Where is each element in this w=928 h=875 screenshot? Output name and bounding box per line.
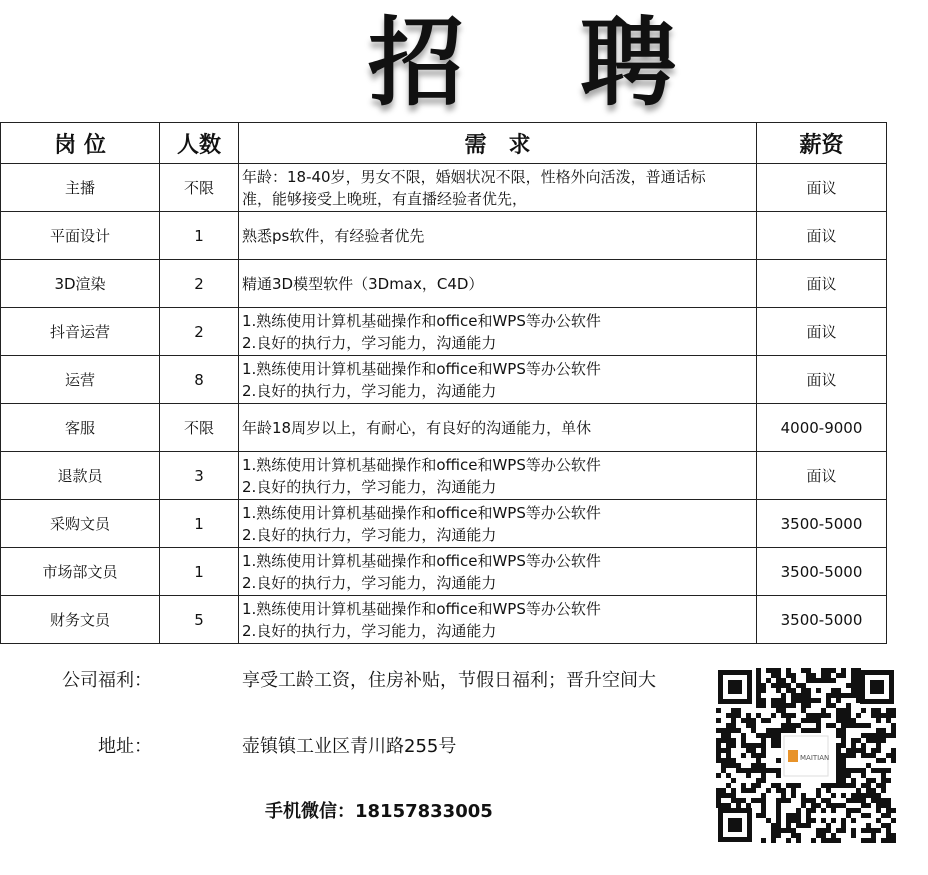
cell-salary: 面议 [757,212,887,260]
requirement-line: 精通3D模型软件（3Dmax，C4D） [242,274,484,293]
requirement-line: 年龄18周岁以上，有耐心，有良好的沟通能力，单休 [242,418,592,437]
cell-salary: 4000-9000 [757,404,887,452]
cell-salary: 面议 [757,308,887,356]
table-header-row [1,123,887,164]
table-row [1,308,887,356]
benefits-label: 公司福利： [62,670,152,691]
table-row [1,500,887,548]
address-label: 地址： [98,736,152,757]
table-row [1,404,887,452]
table-row [1,212,887,260]
requirement-line: 1.熟练使用计算机基础操作和office和WPS等办公软件 [242,551,601,570]
requirement-line: 1.熟练使用计算机基础操作和office和WPS等办公软件 [242,359,601,378]
cell-count: 1 [160,212,239,260]
cell-position: 抖音运营 [1,308,160,356]
table-row [1,548,887,596]
cell-requirements [239,452,757,500]
requirement-line: 1.熟练使用计算机基础操作和office和WPS等办公软件 [242,599,601,618]
cell-salary: 3500-5000 [757,548,887,596]
cell-count: 不限 [160,404,239,452]
cell-salary: 面议 [757,164,887,212]
cell-count: 8 [160,356,239,404]
benefits-value: 享受工龄工资，住房补贴，节假日福利；晋升空间大 [242,670,656,691]
requirement-line: 1.熟练使用计算机基础操作和office和WPS等办公软件 [242,503,601,522]
cell-position: 市场部文员 [1,548,160,596]
jobs-table [0,122,887,644]
table-row [1,356,887,404]
qr-logo-text: MAITIAN [800,754,830,762]
cell-requirements [239,596,757,644]
header-salary: 薪资 [757,123,887,164]
cell-requirements [239,356,757,404]
requirement-line: 2.良好的执行力，学习能力，沟通能力 [242,525,497,544]
cell-salary: 3500-5000 [757,500,887,548]
requirement-line: 2.良好的执行力，学习能力，沟通能力 [242,333,497,352]
cell-salary: 面议 [757,452,887,500]
requirement-line: 年龄：18-40岁，男女不限，婚姻状况不限，性格外向活泼，普通话标 [242,167,706,186]
table-row [1,596,887,644]
requirement-line: 2.良好的执行力，学习能力，沟通能力 [242,381,497,400]
cell-position: 运营 [1,356,160,404]
cell-count: 2 [160,260,239,308]
table-row [1,164,887,212]
cell-position: 主播 [1,164,160,212]
cell-salary: 面议 [757,260,887,308]
cell-count: 不限 [160,164,239,212]
cell-position: 退款员 [1,452,160,500]
cell-salary: 面议 [757,356,887,404]
table-row [1,452,887,500]
cell-count: 5 [160,596,239,644]
header-requirements: 需 求 [239,123,757,164]
requirement-line: 2.良好的执行力，学习能力，沟通能力 [242,477,497,496]
cell-position: 3D渲染 [1,260,160,308]
wechat-qr-code [716,668,896,844]
requirement-line: 准，能够接受上晚班，有直播经验者优先， [242,189,528,208]
cell-count: 1 [160,548,239,596]
cell-position: 采购文员 [1,500,160,548]
cell-count: 2 [160,308,239,356]
cell-requirements [239,308,757,356]
cell-requirements [239,164,757,212]
cell-position: 财务文员 [1,596,160,644]
cell-salary: 3500-5000 [757,596,887,644]
cell-count: 1 [160,500,239,548]
cell-requirements [239,404,757,452]
cell-requirements [239,260,757,308]
address-value: 壶镇镇工业区青川路255号 [242,736,457,757]
header-count: 人数 [160,123,239,164]
header-position: 岗 位 [1,123,160,164]
requirement-line: 1.熟练使用计算机基础操作和office和WPS等办公软件 [242,311,601,330]
cell-position: 客服 [1,404,160,452]
title-char-1: 招 [368,7,464,119]
contact-phone-wechat: 手机微信：18157833005 [265,801,493,822]
cell-position: 平面设计 [1,212,160,260]
requirement-line: 熟悉ps软件，有经验者优先 [242,226,425,245]
cell-requirements [239,212,757,260]
cell-requirements [239,500,757,548]
cell-count: 3 [160,452,239,500]
requirement-line: 2.良好的执行力，学习能力，沟通能力 [242,573,497,592]
cell-requirements [239,548,757,596]
requirement-line: 2.良好的执行力，学习能力，沟通能力 [242,621,497,640]
table-row [1,260,887,308]
requirement-line: 1.熟练使用计算机基础操作和office和WPS等办公软件 [242,455,601,474]
title-char-2: 聘 [580,7,676,119]
